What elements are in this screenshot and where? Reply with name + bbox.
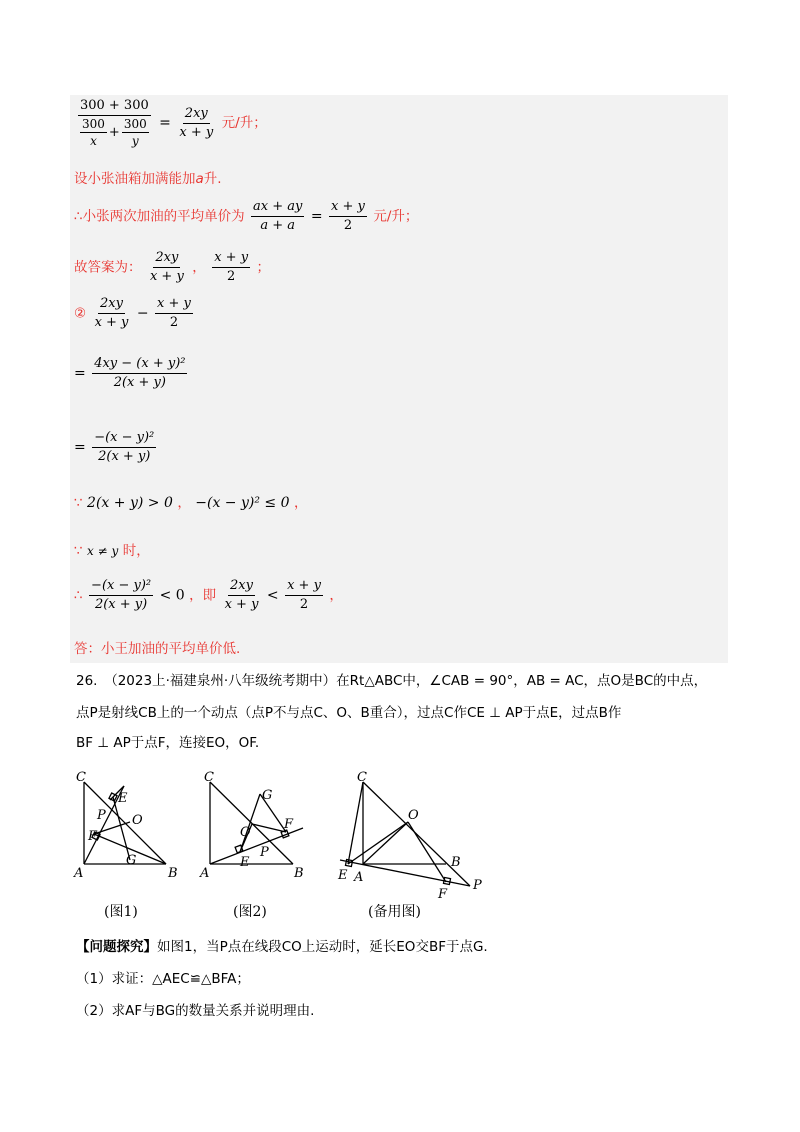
fig1-label: A: [74, 866, 84, 881]
fig1-label: E: [118, 791, 128, 806]
problem-line-3: BF ⊥ AP于点F，连接EO，OF.: [76, 735, 260, 751]
fig3-label: B: [451, 855, 461, 870]
question-1: （1）求证：△AEC≌△BFA；: [76, 971, 250, 987]
fig1-label: C: [76, 770, 86, 785]
explore-line: 【问题探究】如图1，当P点在线段CO上运动时，延长EO交BF于点G.: [76, 939, 488, 955]
fig1-label: F: [88, 829, 98, 844]
solution-line-10: ∴ $\frac{\text{−(x − y)²}}{2(x + y)}$ < 0 ，即 $\frac{2xy}{x + y}$ < $\frac{x + y}{2}$ ，: [74, 578, 343, 612]
question-2: （2）求AF与BG的数量关系并说明理由.: [76, 1003, 315, 1019]
fig2-label: F: [284, 817, 294, 832]
solution-line-5: ② $\frac{2xy}{x + y}$ − $\frac{x + y}{2}$: [74, 296, 191, 330]
solution-line-1: 300 + 300 $\frac{300}{x}$ + $\frac{300}{y}$ = $\frac{2xy}{x + y}$ 元/升；: [74, 98, 267, 148]
fig2-label: O: [240, 825, 251, 840]
fig3-label: E: [338, 868, 348, 883]
solution-line-4: 故答案为： $\frac{2xy}{x + y}$ ， $\frac{x + y}{2}$ ；: [74, 250, 270, 284]
fig2-label: A: [200, 866, 210, 881]
fig1-label: B: [168, 866, 178, 881]
fig3-label: P: [473, 878, 482, 893]
problem-line-1: 26. （2023上·福建泉州·八年级统考期中）在Rt△ABC中，∠CAB = 90°，AB = AC，点O是BC的中点，: [76, 673, 708, 689]
explore-tag: 【问题探究】: [76, 939, 157, 955]
fig2-label: G: [262, 788, 273, 803]
fig2-caption: (图2): [233, 904, 267, 920]
fig1-label: O: [132, 813, 143, 828]
fig3-label: F: [438, 887, 448, 902]
problem-line-2: 点P是射线CB上的一个动点（点P不与点C、O、B重合），过点C作CE ⊥ AP于点E，过点B作: [76, 705, 622, 721]
solution-line-9: ∵ x ≠ y 时，: [74, 543, 150, 559]
fig2-label: C: [204, 770, 214, 785]
fig1-label: P: [97, 808, 106, 823]
fig3-label: C: [357, 770, 367, 785]
solution-line-6: = $\frac{\text{4xy − (x + y)²}}{2(x + y)}$: [74, 356, 186, 390]
fig3-caption: (备用图): [368, 904, 421, 920]
fig3-label: O: [408, 808, 419, 823]
fraction: 300 + 300 $\frac{300}{x}$ + $\frac{300}{y}$: [79, 98, 149, 148]
fig2-label: B: [294, 866, 304, 881]
solution-line-3: ∴小张两次加油的平均单价为 $\frac{ax + ay}{a + a}$ = $\frac{x + y}{2}$ 元/升；: [74, 199, 419, 233]
solution-answer: 答：小王加油的平均单价低.: [74, 641, 241, 657]
figure-captions: [104, 904, 421, 920]
fig2-label: E: [240, 855, 250, 870]
figures: [0, 764, 800, 924]
solution-line-7: = $\frac{\text{−(x − y)²}}{2(x + y)}$: [74, 430, 155, 464]
solution-line-8: ∵ 2(x + y) > 0 ， −(x − y)² ≤ 0 ，: [74, 495, 308, 511]
solution-line-2: 设小张油箱加满能加a升.: [74, 171, 222, 187]
fig1-label: G: [126, 853, 137, 868]
fig3-label: A: [354, 870, 364, 885]
fig2-label: P: [260, 845, 269, 860]
figure-3-labels: [337, 770, 482, 902]
fig1-caption: (图1): [104, 904, 138, 920]
